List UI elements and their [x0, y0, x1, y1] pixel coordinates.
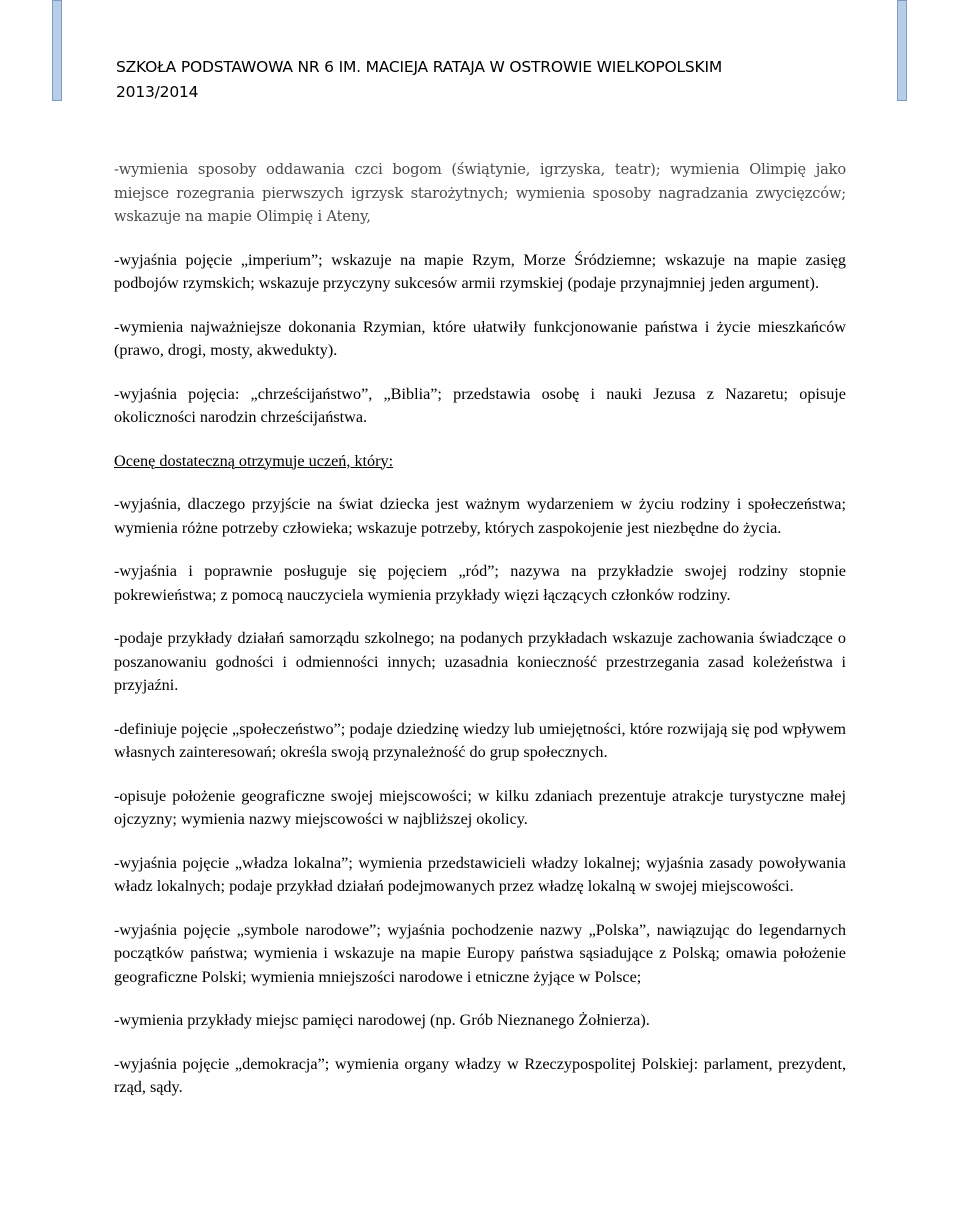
- header-decoration-left: [52, 0, 62, 101]
- header-decoration-right: [897, 0, 907, 101]
- paragraph-memorials: -wymienia przykłady miejsc pamięci narodowej (np. Grób Nieznanego Żołnierza).: [114, 1011, 650, 1029]
- page-header: [116, 55, 886, 105]
- school-year: 2013/2014: [116, 83, 199, 101]
- paragraph-imperium: -wyjaśnia pojęcie „imperium”; wskazuje na mapie Rzym, Morze Śródziemne; wskazuje na mapie zasięg podbojów rzymskich; wskazuje przyczyny sukcesów armii rzymskiej (podaje przynajmniej jeden argument).: [114, 250, 846, 292]
- section-heading-grade-sufficient: Ocenę dostateczną otrzymuje uczeń, który:: [114, 451, 394, 470]
- paragraph-hometown: -opisuje położenie geograficzne swojej miejscowości; w kilku zdaniach prezentuje atrakcje turystyczne małej ojczyzny; wymienia nazwy miejscowości w najbliższej okolicy.: [114, 786, 846, 828]
- paragraph-olympia: -wymienia sposoby oddawania czci bogom (świątynie, igrzyska, teatr); wymienia Olimpię jako miejsce rozegrania pierwszych igrzysk starożytnych; wymienia sposoby nagradzania zwycięzców; wskazuje na mapie Olimpię i Ateny,: [114, 161, 846, 225]
- paragraph-national-symbols: -wyjaśnia pojęcie „symbole narodowe”; wyjaśnia pochodzenie nazwy „Polska”, nawiązując do legendarnych początków państwa; wymienia i wskazuje na mapie Europy państwa sąsiadujące z Polską; omawia położenie geograficzne Polski; wymienia mniejszości narodowe i etniczne żyjące w Polsce;: [114, 920, 846, 986]
- paragraph-christianity: -wyjaśnia pojęcia: „chrześcijaństwo”, „Biblia”; przedstawia osobę i nauki Jezusa z Nazaretu; opisuje okoliczności narodzin chrześcijaństwa.: [114, 384, 846, 426]
- paragraph-rome-achievements: -wymienia najważniejsze dokonania Rzymian, które ułatwiły funkcjonowanie państwa i życie mieszkańców (prawo, drogi, mosty, akwedukty).: [114, 317, 846, 359]
- paragraph-local-authority: -wyjaśnia pojęcie „władza lokalna”; wymienia przedstawicieli władzy lokalnej; wyjaśnia zasady powoływania władz lokalnych; podaje przykład działań podejmowanych przez władzę lokalną w swojej miejscowości.: [114, 853, 846, 895]
- paragraph-lineage: -wyjaśnia i poprawnie posługuje się pojęciem „ród”; nazywa na przykładzie swojej rodziny stopnie pokrewieństwa; z pomocą nauczyciela wymienia przykłady więzi łączących członków rodziny.: [114, 562, 846, 604]
- school-name: SZKOŁA PODSTAWOWA NR 6 IM. MACIEJA RATAJA W OSTROWIE WIELKOPOLSKIM: [116, 58, 723, 76]
- document-body: [114, 158, 846, 1120]
- paragraph-society: -definiuje pojęcie „społeczeństwo”; podaje dziedzinę wiedzy lub umiejętności, które rozwijają się pod wpływem własnych zainteresowań; określa swoją przynależność do grup społecznych.: [114, 719, 846, 761]
- paragraph-family-child: -wyjaśnia, dlaczego przyjście na świat dziecka jest ważnym wydarzeniem w życiu rodziny i społeczeństwa; wymienia różne potrzeby człowieka; wskazuje potrzeby, których zaspokojenie jest niezbędne do życia.: [114, 495, 846, 537]
- paragraph-democracy: -wyjaśnia pojęcie „demokracja”; wymienia organy władzy w Rzeczypospolitej Polskiej: parlament, prezydent, rząd, sądy.: [114, 1054, 846, 1096]
- paragraph-school-council: -podaje przykłady działań samorządu szkolnego; na podanych przykładach wskazuje zachowania świadczące o poszanowaniu godności i odmienności innych; uzasadnia konieczność przestrzegania zasad koleżeństwa i przyjaźni.: [114, 629, 846, 694]
